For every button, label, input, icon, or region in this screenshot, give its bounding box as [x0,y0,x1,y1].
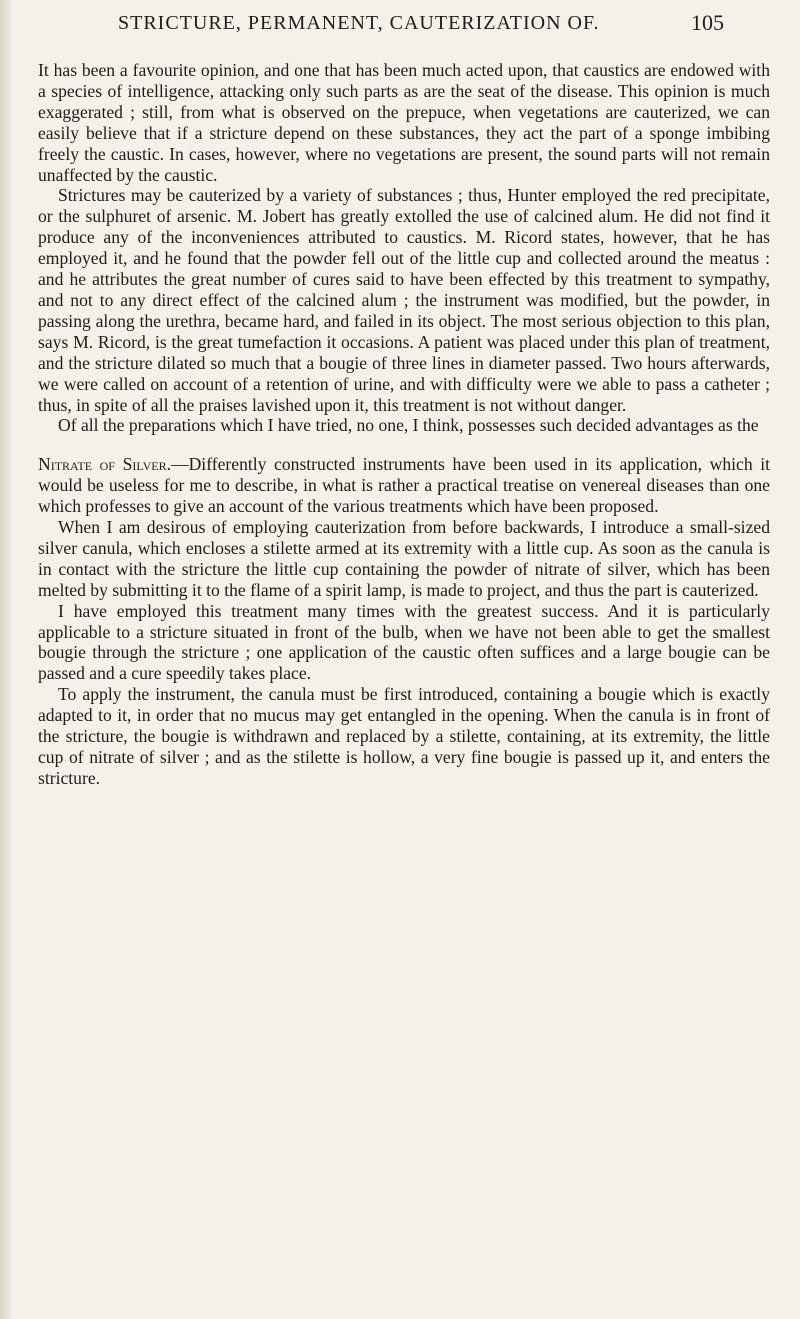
paragraph: To apply the instrument, the canula must be first introduced, containing a bougie which is exactly adapted to it, in order that no mucus may get entangled in the opening. When the canula is in front of the stricture, the bougie is withdrawn and replaced by a stilette, containing, at its extremity, the little cup of nitrate of silver ; and as the stilette is hollow, a very fine bougie is passed up it, and enters the stricture. [38,684,770,788]
page-number: 105 [691,10,724,35]
paragraph [38,454,770,517]
section-text: —Differently constructed instruments have been used in its application, which it would be useless for me to describe, in what is rather a practical treatise on venereal diseases than one which professes to give an account of the various treatments which have been proposed. [38,454,771,517]
section-heading: Nitrate of Silver. [38,454,171,475]
body-text [38,60,770,789]
binding-gutter [0,0,14,1319]
paragraph: I have employed this treatment many times with the greatest success. And it is particularly applicable to a stricture situated in front of the bulb, when we have not been able to get the smallest bougie through the stricture ; one application of the caustic often suffices and a large bougie can be passed and a cure speedily takes place. [38,600,770,684]
paragraph: Of all the preparations which I have tried, no one, I think, possesses such decided advantages as the [58,415,759,436]
paragraph: It has been a favourite opinion, and one that has been much acted upon, that caustics are endowed with a species of intelligence, attacking only such parts as are the seat of the disease. This opinion is much exaggerated ; still, from what is observed on the prepuce, when vegetations are cauterized, we can easily believe that if a stricture depend on these substances, they act the part of a sponge imbibing freely the caustic. In cases, however, where no vegetations are present, the sound parts will not remain unaffected by the caustic. [38,60,770,185]
paragraph: When I am desirous of employing cauterization from before backwards, I introduce a small-sized silver canula, which encloses a stilette armed at its extremity with a little cup. As soon as the canula is in contact with the stricture the little cup containing the powder of nitrate of silver, which has been melted by submitting it to the flame of a spirit lamp, is made to project, and thus the part is cauterized. [38,517,770,600]
paragraph: Strictures may be cauterized by a variety of substances ; thus, Hunter employed the red precipitate, or the sulphuret of arsenic. M. Jobert has greatly extolled the use of calcined alum. He did not find it produce any of the inconveniences attributed to caustics. M. Ricord states, however, that he has employed it, and he found that the powder fell out of the little cup and collected around the meatus : and he attributes the great number of cures said to have been effected by this treatment to sympathy, and not to any direct effect of the calcined alum ; the instrument was modified, but the powder, in passing along the urethra, became hard, and failed in its object. The most serious objection to this plan, says M. Ricord, is the great tumefaction it occasions. A patient was placed under this plan of treatment, and the stricture dilated so much that a bougie of three lines in diameter passed. Two hours afterwards, we were called on account of a retention of urine, and with difficulty were we able to pass a catheter ; thus, in spite of all the praises lavished upon it, this treatment is not without danger. [38,185,770,415]
running-title: STRICTURE, PERMANENT, CAUTERIZATION OF. [118,12,600,34]
